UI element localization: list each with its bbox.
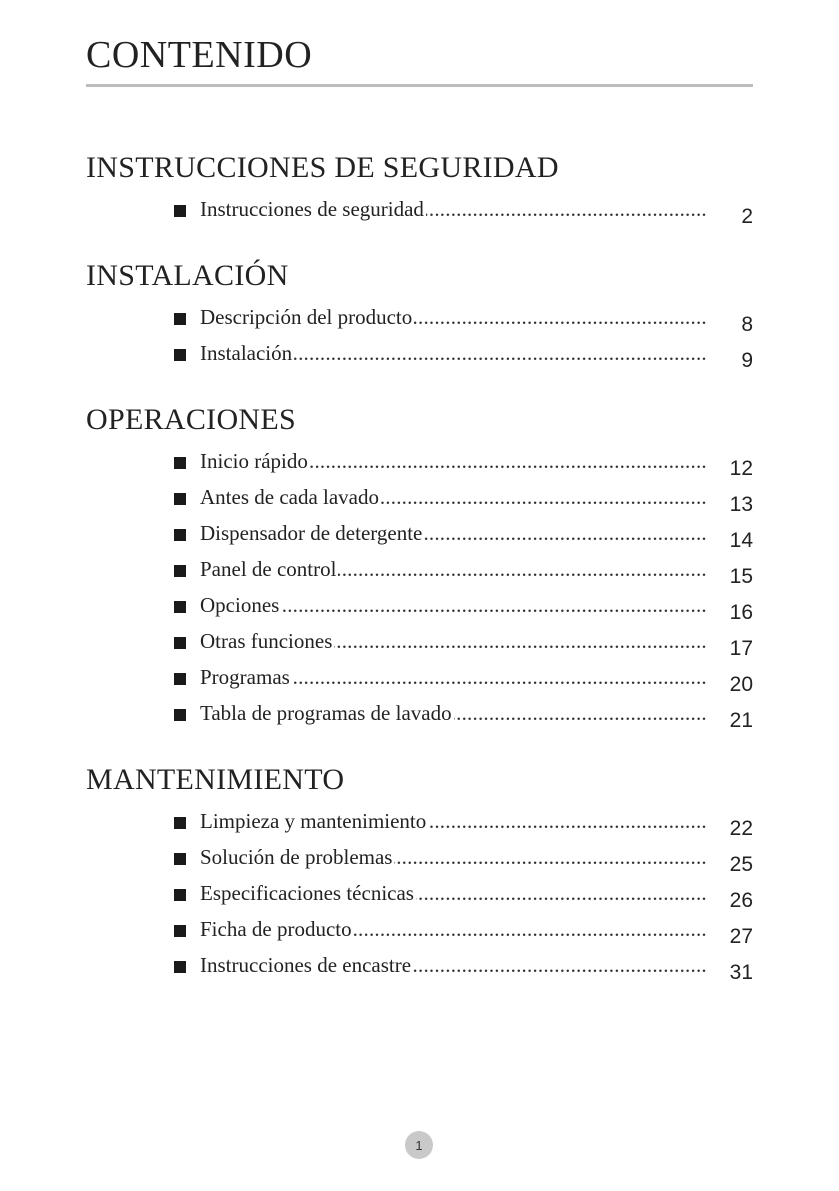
- square-bullet-icon: [174, 637, 186, 649]
- page-number-badge: 1: [405, 1131, 433, 1159]
- toc-entry-page: 27: [729, 925, 753, 948]
- square-bullet-icon: [174, 529, 186, 541]
- toc-entry[interactable]: [86, 808, 756, 844]
- toc-entry-page: 13: [729, 493, 753, 516]
- toc-entry-page: 20: [729, 673, 753, 696]
- square-bullet-icon: [174, 313, 186, 325]
- toc-list: [86, 808, 756, 988]
- toc-entry-label: Instrucciones de encastre: [200, 953, 412, 977]
- toc-list: [86, 448, 756, 736]
- toc-entry-label: Opciones: [200, 593, 280, 617]
- toc-list: [86, 196, 756, 232]
- toc-entry-label: Tabla de programas de lavado: [200, 701, 452, 725]
- toc-entry-label: Dispensador de detergente: [200, 521, 423, 545]
- toc-entry-page: 26: [729, 889, 753, 912]
- toc-entry[interactable]: [86, 448, 756, 484]
- toc-entry-label: Instrucciones de seguridad: [200, 197, 424, 221]
- toc-entry[interactable]: [86, 520, 756, 556]
- square-bullet-icon: [174, 925, 186, 937]
- toc-entry[interactable]: [86, 628, 756, 664]
- toc-entry-label: Inicio rápido: [200, 449, 308, 473]
- toc-entry[interactable]: [86, 844, 756, 880]
- toc-entry-page: 2: [741, 205, 753, 228]
- square-bullet-icon: [174, 457, 186, 469]
- toc-entry-label: Instalación: [200, 341, 293, 365]
- toc-entry-label: Descripción del producto: [200, 305, 413, 329]
- section-heading: MANTENIMIENTO: [86, 763, 345, 796]
- toc-entry[interactable]: [86, 484, 756, 520]
- toc-entry-label: Panel de control: [200, 557, 337, 581]
- toc-entry[interactable]: [86, 340, 756, 376]
- section-heading: INSTALACIÓN: [86, 259, 289, 292]
- square-bullet-icon: [174, 601, 186, 613]
- toc-entry[interactable]: [86, 916, 756, 952]
- square-bullet-icon: [174, 817, 186, 829]
- title-divider: [86, 84, 753, 87]
- square-bullet-icon: [174, 205, 186, 217]
- toc-entry-label: Solución de problemas: [200, 845, 393, 869]
- toc-entry-label: Ficha de producto: [200, 917, 352, 941]
- toc-entry-label: Especificaciones técnicas: [200, 881, 414, 905]
- toc-entry-page: 21: [729, 709, 753, 732]
- toc-entry-page: 9: [741, 349, 753, 372]
- toc-entry-page: 14: [729, 529, 753, 552]
- toc-entry-page: 17: [729, 637, 753, 660]
- square-bullet-icon: [174, 565, 186, 577]
- toc-entry[interactable]: [86, 664, 756, 700]
- square-bullet-icon: [174, 853, 186, 865]
- square-bullet-icon: [174, 889, 186, 901]
- toc-entry-label: Otras funciones: [200, 629, 333, 653]
- square-bullet-icon: [174, 673, 186, 685]
- square-bullet-icon: [174, 709, 186, 721]
- square-bullet-icon: [174, 349, 186, 361]
- toc-section-operations: [86, 402, 756, 736]
- toc-entry-page: 15: [729, 565, 753, 588]
- toc-entry-label: Programas: [200, 665, 290, 689]
- toc-entry-label: Limpieza y mantenimiento: [200, 809, 427, 833]
- square-bullet-icon: [174, 961, 186, 973]
- toc-entry-page: 16: [729, 601, 753, 624]
- square-bullet-icon: [174, 493, 186, 505]
- toc-entry-page: 25: [729, 853, 753, 876]
- page-title: CONTENIDO: [86, 34, 313, 76]
- section-heading: OPERACIONES: [86, 403, 296, 436]
- toc-section-safety: [86, 150, 756, 232]
- toc-entry[interactable]: [86, 700, 756, 736]
- toc-entry[interactable]: [86, 304, 756, 340]
- toc-entry[interactable]: [86, 592, 756, 628]
- section-heading: INSTRUCCIONES DE SEGURIDAD: [86, 151, 559, 184]
- toc-entry-page: 31: [729, 961, 753, 984]
- toc-section-maintenance: [86, 762, 756, 988]
- toc-entry[interactable]: [86, 880, 756, 916]
- toc-section-installation: [86, 258, 756, 376]
- toc-entry-page: 12: [729, 457, 753, 480]
- toc-entry[interactable]: [86, 196, 756, 232]
- toc-entry-page: 22: [729, 817, 753, 840]
- toc-entry[interactable]: [86, 556, 756, 592]
- toc-list: [86, 304, 756, 376]
- toc-entry-page: 8: [741, 313, 753, 336]
- toc-entry-label: Antes de cada lavado: [200, 485, 380, 509]
- toc-entry[interactable]: [86, 952, 756, 988]
